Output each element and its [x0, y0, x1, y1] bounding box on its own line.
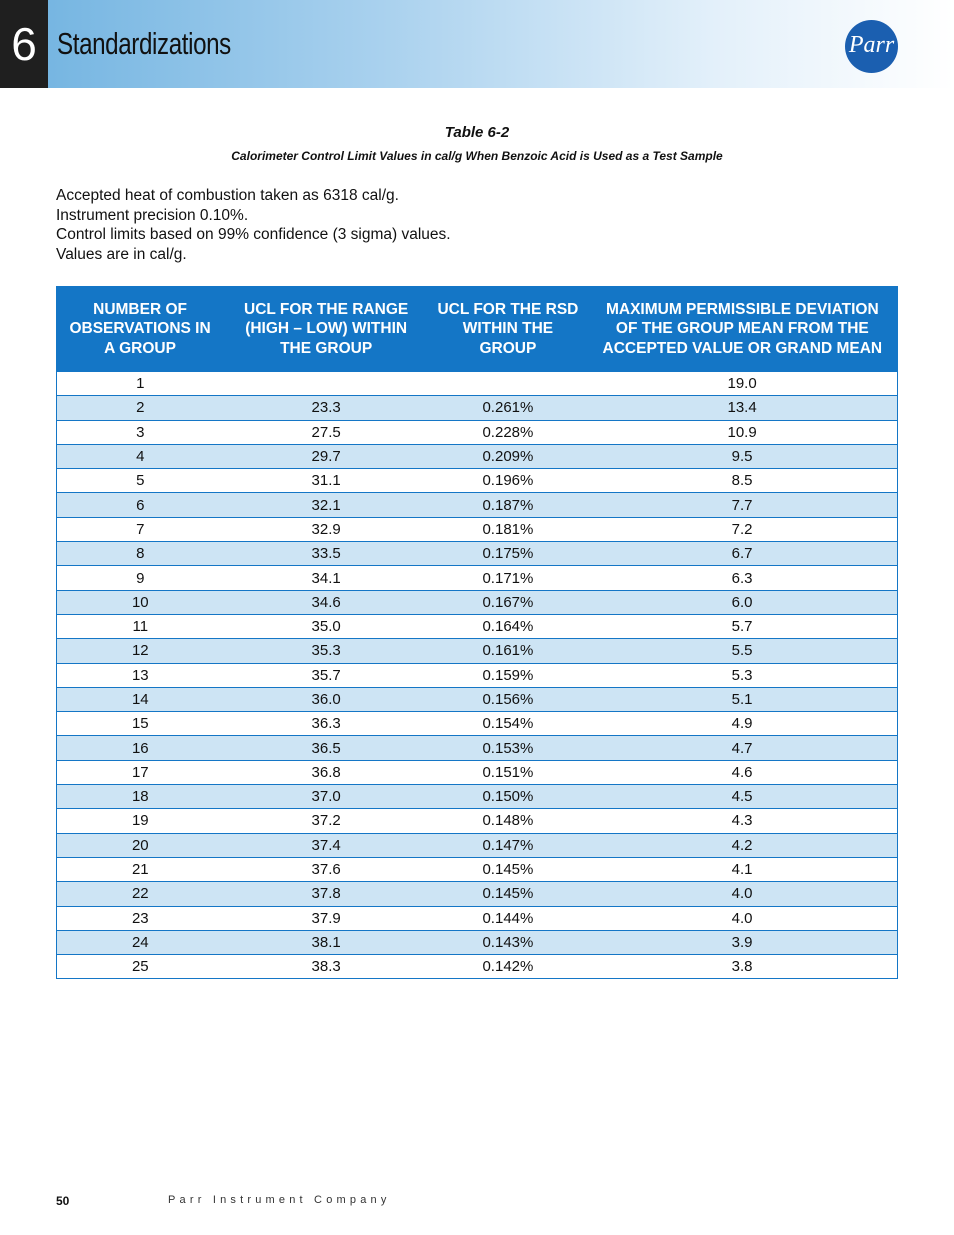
table-cell: 0.154%: [429, 712, 588, 736]
table-cell: 37.9: [224, 906, 429, 930]
table-cell: 4.5: [587, 785, 897, 809]
table-body: [57, 372, 898, 979]
table-cell: 0.143%: [429, 930, 588, 954]
table-cell: 0.171%: [429, 566, 588, 590]
table-cell: 19: [57, 809, 224, 833]
table-row: [57, 833, 898, 857]
table-cell: 6.7: [587, 542, 897, 566]
table-cell: 0.164%: [429, 614, 588, 638]
table-cell: 2: [57, 396, 224, 420]
table-row: [57, 420, 898, 444]
table-cell: 6.3: [587, 566, 897, 590]
table-cell: 24: [57, 930, 224, 954]
table-row: [57, 663, 898, 687]
table-cell: 25: [57, 955, 224, 979]
table-cell: 12: [57, 639, 224, 663]
table-cell: 0.228%: [429, 420, 588, 444]
table-cell: 36.0: [224, 687, 429, 711]
chapter-title: Standardizations: [57, 26, 231, 61]
table-cell: 15: [57, 712, 224, 736]
table-cell: 37.6: [224, 857, 429, 881]
table-row: [57, 955, 898, 979]
table-cell: 37.8: [224, 882, 429, 906]
table-cell: 5.3: [587, 663, 897, 687]
table-row: [57, 590, 898, 614]
table-cell: 0.147%: [429, 833, 588, 857]
table-cell: 4.3: [587, 809, 897, 833]
table-cell: 37.2: [224, 809, 429, 833]
table-cell: 4.7: [587, 736, 897, 760]
table-cell: 9.5: [587, 444, 897, 468]
table-cell: 27.5: [224, 420, 429, 444]
table-cell: 37.4: [224, 833, 429, 857]
note-line: Values are in cal/g.: [56, 245, 187, 263]
table-cell: 10: [57, 590, 224, 614]
table-row: [57, 517, 898, 541]
table-cell: 34.6: [224, 590, 429, 614]
table-row: [57, 857, 898, 881]
table-cell: 3.8: [587, 955, 897, 979]
table-cell: 7.2: [587, 517, 897, 541]
table-cell: 9: [57, 566, 224, 590]
table-cell: 35.0: [224, 614, 429, 638]
table-cell: 6.0: [587, 590, 897, 614]
page-number: 50: [56, 1194, 70, 1208]
table-cell: 38.1: [224, 930, 429, 954]
table-cell: 4.6: [587, 760, 897, 784]
logo-text: Parr: [848, 32, 895, 58]
column-header: UCL FOR THE RSD WITHIN THE GROUP: [429, 287, 588, 372]
note-line: Control limits based on 99% confidence (3 sigma) values.: [56, 226, 451, 243]
table-row: [57, 906, 898, 930]
table-cell: 18: [57, 785, 224, 809]
table-row: [57, 736, 898, 760]
table-row: [57, 396, 898, 420]
table-cell: 1: [57, 372, 224, 396]
table-cell: 5.7: [587, 614, 897, 638]
table-label: Table 6-2: [444, 124, 510, 141]
column-header: UCL FOR THE RANGE (HIGH – LOW) WITHIN THE GROUP: [224, 287, 429, 372]
table-row: [57, 785, 898, 809]
table-cell: 36.3: [224, 712, 429, 736]
table-cell: 0.159%: [429, 663, 588, 687]
table-cell: 0.145%: [429, 857, 588, 881]
table-cell: 7: [57, 517, 224, 541]
table-cell: 4.9: [587, 712, 897, 736]
table-caption: Calorimeter Control Limit Values in cal/g When Benzoic Acid is Used as a Test Sample: [231, 149, 723, 163]
table-cell: 4.2: [587, 833, 897, 857]
table-row: [57, 566, 898, 590]
table-cell: 6: [57, 493, 224, 517]
table-cell: 0.156%: [429, 687, 588, 711]
table-cell: 5: [57, 469, 224, 493]
table-cell: 4.0: [587, 882, 897, 906]
table-row: [57, 639, 898, 663]
table-cell: 13.4: [587, 396, 897, 420]
table-cell: 36.8: [224, 760, 429, 784]
table-cell: 21: [57, 857, 224, 881]
table-cell: 0.261%: [429, 396, 588, 420]
table-header-row: [57, 287, 898, 372]
table-row: [57, 372, 898, 396]
table-row: [57, 930, 898, 954]
table-cell: 14: [57, 687, 224, 711]
table-cell: 0.150%: [429, 785, 588, 809]
table-cell: 0.181%: [429, 517, 588, 541]
table-cell: 19.0: [587, 372, 897, 396]
table-cell: 0.209%: [429, 444, 588, 468]
table-cell: 0.148%: [429, 809, 588, 833]
table-cell: 5.5: [587, 639, 897, 663]
table-cell: 3: [57, 420, 224, 444]
table-cell: 7.7: [587, 493, 897, 517]
table-cell: 0.145%: [429, 882, 588, 906]
table-cell: 16: [57, 736, 224, 760]
table-cell: 34.1: [224, 566, 429, 590]
table-cell: 4.1: [587, 857, 897, 881]
table-cell: 20: [57, 833, 224, 857]
table-cell: 5.1: [587, 687, 897, 711]
table-row: [57, 760, 898, 784]
table-cell: 22: [57, 882, 224, 906]
table-row: [57, 542, 898, 566]
table-row: [57, 493, 898, 517]
table-cell: 31.1: [224, 469, 429, 493]
notes: [56, 186, 451, 264]
note-line: Accepted heat of combustion taken as 6318 cal/g.: [56, 187, 399, 204]
table-row: [57, 809, 898, 833]
control-limit-table: [56, 286, 898, 979]
table-cell: 0.161%: [429, 639, 588, 663]
table-row: [57, 687, 898, 711]
table-cell: 23: [57, 906, 224, 930]
table-cell: 38.3: [224, 955, 429, 979]
table-row: [57, 444, 898, 468]
table-cell: 32.1: [224, 493, 429, 517]
table-cell: 0.196%: [429, 469, 588, 493]
chapter-number: 6: [0, 0, 48, 88]
column-header: NUMBER OF OBSERVATIONS IN A GROUP: [57, 287, 224, 372]
table-cell: 4.0: [587, 906, 897, 930]
table-cell: [224, 372, 429, 396]
table-cell: 35.7: [224, 663, 429, 687]
table-cell: 0.167%: [429, 590, 588, 614]
table-cell: 32.9: [224, 517, 429, 541]
table-cell: 29.7: [224, 444, 429, 468]
note-line: Instrument precision 0.10%.: [56, 206, 249, 224]
table-cell: 0.153%: [429, 736, 588, 760]
table-cell: 10.9: [587, 420, 897, 444]
table-cell: 0.142%: [429, 955, 588, 979]
table-cell: [429, 372, 588, 396]
table-cell: 8: [57, 542, 224, 566]
table-cell: 0.175%: [429, 542, 588, 566]
table-cell: 11: [57, 614, 224, 638]
table-cell: 23.3: [224, 396, 429, 420]
table-cell: 3.9: [587, 930, 897, 954]
table-row: [57, 469, 898, 493]
column-header: MAXIMUM PERMISSIBLE DEVIATION OF THE GROUP MEAN FROM THE ACCEPTED VALUE OR GRAND MEAN: [587, 287, 897, 372]
table-cell: 17: [57, 760, 224, 784]
table-cell: 0.144%: [429, 906, 588, 930]
table-cell: 37.0: [224, 785, 429, 809]
table-cell: 35.3: [224, 639, 429, 663]
table-cell: 13: [57, 663, 224, 687]
page-header: [0, 0, 954, 88]
table-cell: 4: [57, 444, 224, 468]
table-row: [57, 712, 898, 736]
table-cell: 33.5: [224, 542, 429, 566]
footer-company: Parr Instrument Company: [168, 1194, 391, 1206]
table-cell: 0.151%: [429, 760, 588, 784]
parr-logo: [845, 20, 898, 73]
table-cell: 36.5: [224, 736, 429, 760]
table-row: [57, 614, 898, 638]
table-row: [57, 882, 898, 906]
table-cell: 0.187%: [429, 493, 588, 517]
table-cell: 8.5: [587, 469, 897, 493]
